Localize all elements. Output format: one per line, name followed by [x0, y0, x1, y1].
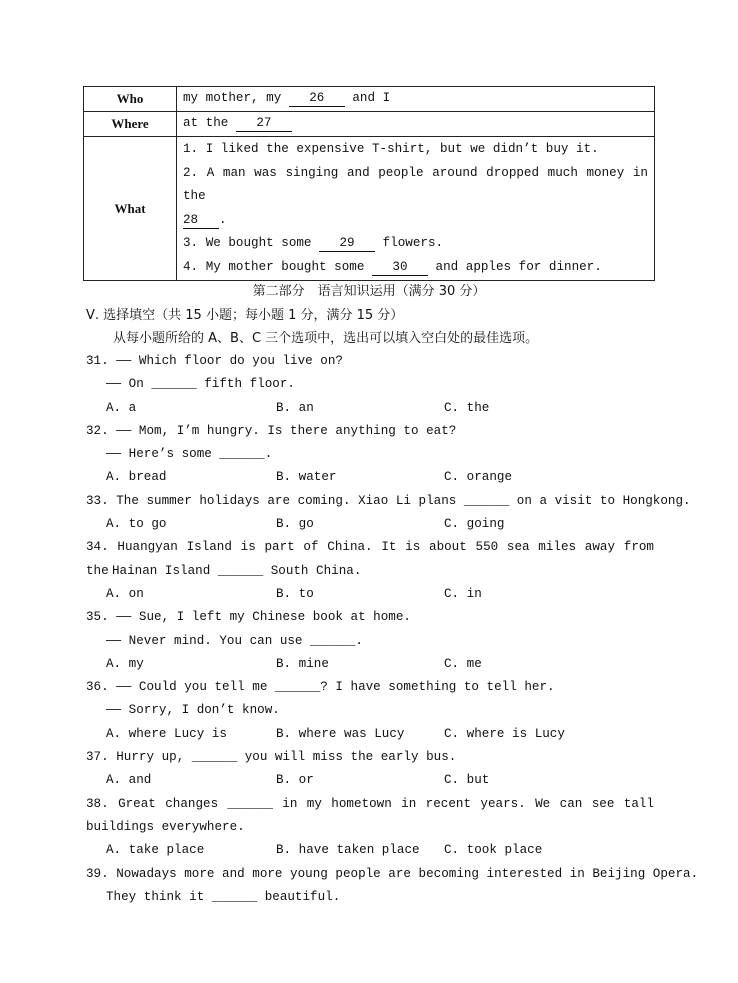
- option-33-a[interactable]: A. to go: [106, 517, 167, 532]
- option-31-c[interactable]: C. the: [444, 400, 490, 415]
- option-35-b[interactable]: B. mine: [276, 656, 329, 671]
- option-36-a[interactable]: A. where Lucy is: [106, 726, 227, 741]
- question-36-line2: —— Sorry, I don’t know.: [106, 703, 280, 718]
- question-35-stem: 35. —— Sue, I left my Chinese book at home.: [86, 610, 411, 625]
- who-after: and I: [352, 91, 391, 106]
- question-list: [86, 350, 699, 909]
- question-35-options: [86, 653, 654, 676]
- where-text: at the: [183, 116, 229, 131]
- option-34-c[interactable]: C. in: [444, 586, 482, 601]
- option-36-b[interactable]: B. where was Lucy: [276, 726, 405, 741]
- question-39-line2: They think it ______ beautiful.: [106, 889, 341, 904]
- question-37-options: [86, 769, 654, 792]
- option-32-a[interactable]: A. bread: [106, 470, 167, 485]
- option-38-b[interactable]: B. have taken place: [276, 843, 420, 858]
- instruction: 从每小题所给的 A、B、C 三个选项中，选出可以填入空白处的最佳选项。: [113, 331, 539, 346]
- blank-29[interactable]: 29: [319, 236, 375, 252]
- option-32-c[interactable]: C. orange: [444, 470, 513, 485]
- who-label: Who: [84, 87, 177, 112]
- question-33-options: [86, 513, 654, 536]
- option-33-c[interactable]: C. going: [444, 517, 505, 532]
- option-33-b[interactable]: B. go: [276, 517, 314, 532]
- question-31-stem: 31. —— Which floor do you live on?: [86, 354, 343, 368]
- blank-30[interactable]: 30: [372, 260, 428, 276]
- what-cell: [177, 137, 655, 281]
- option-35-c[interactable]: C. me: [444, 656, 482, 671]
- question-34-stem: 34. Huangyan Island is part of China. It is about 550 sea miles away from the: [86, 540, 654, 578]
- question-34-line2: Hainan Island ______ South China.: [112, 563, 362, 578]
- what-item-2-cont: 28 .: [183, 212, 227, 227]
- option-37-a[interactable]: A. and: [106, 773, 152, 788]
- who-cell: [177, 87, 655, 112]
- option-36-c[interactable]: C. where is Lucy: [444, 726, 565, 741]
- question-33-stem: 33. The summer holidays are coming. Xiao Li plans ______ on a visit to Hongkong.: [86, 493, 691, 508]
- info-table: [83, 86, 655, 281]
- question-32-line2: —— Here’s some ______.: [106, 447, 273, 462]
- option-38-c[interactable]: C. took place: [444, 843, 543, 858]
- what-item-2: 2. A man was singing and people around dropped much money in the: [183, 165, 648, 203]
- option-38-a[interactable]: A. take place: [106, 843, 205, 858]
- option-37-b[interactable]: B. or: [276, 773, 314, 788]
- what-item-3: 3. We bought some 29 flowers.: [183, 236, 444, 250]
- question-36-options: [86, 723, 654, 746]
- option-34-a[interactable]: A. on: [106, 586, 144, 601]
- question-38-stem: 38. Great changes ______ in my hometown in recent years. We can see tall: [86, 796, 654, 811]
- option-34-b[interactable]: B. to: [276, 586, 314, 601]
- blank-26[interactable]: 26: [289, 91, 345, 107]
- question-37-stem: 37. Hurry up, ______ you will miss the early bus.: [86, 750, 457, 765]
- option-31-a[interactable]: A. a: [106, 400, 137, 415]
- where-label: Where: [84, 112, 177, 137]
- question-31-options: [86, 397, 654, 420]
- what-item-1: 1. I liked the expensive T-shirt, but we didn’t buy it.: [183, 142, 599, 156]
- question-36-stem: 36. —— Could you tell me ______? I have something to tell her.: [86, 680, 555, 695]
- what-label: What: [84, 137, 177, 281]
- what-item-4: 4. My mother bought some 30 and apples for dinner.: [183, 259, 602, 274]
- option-37-c[interactable]: C. but: [444, 773, 490, 788]
- question-34-options: [86, 583, 654, 606]
- question-39-stem: 39. Nowadays more and more young people are becoming interested in Beijing Opera.: [86, 866, 699, 881]
- blank-28[interactable]: 28: [183, 213, 219, 229]
- question-32-options: [86, 466, 654, 489]
- question-38-options: [86, 839, 654, 862]
- blank-27[interactable]: 27: [236, 116, 292, 132]
- option-35-a[interactable]: A. my: [106, 656, 144, 671]
- who-text: my mother, my: [183, 91, 282, 106]
- option-32-b[interactable]: B. water: [276, 470, 337, 485]
- section-title: Ⅴ. 选择填空（共 15 小题；每小题 1 分，满分 15 分）: [86, 308, 404, 323]
- question-31-line2: —— On ______ fifth floor.: [106, 377, 295, 392]
- where-cell: [177, 112, 655, 137]
- option-31-b[interactable]: B. an: [276, 400, 314, 415]
- question-32-stem: 32. —— Mom, I’m hungry. Is there anything to eat?: [86, 423, 457, 438]
- question-35-line2: —— Never mind. You can use ______.: [106, 633, 363, 648]
- part-heading: 第二部分 语言知识运用（满分 30 分）: [252, 284, 486, 299]
- question-38-line2: buildings everywhere.: [86, 819, 245, 834]
